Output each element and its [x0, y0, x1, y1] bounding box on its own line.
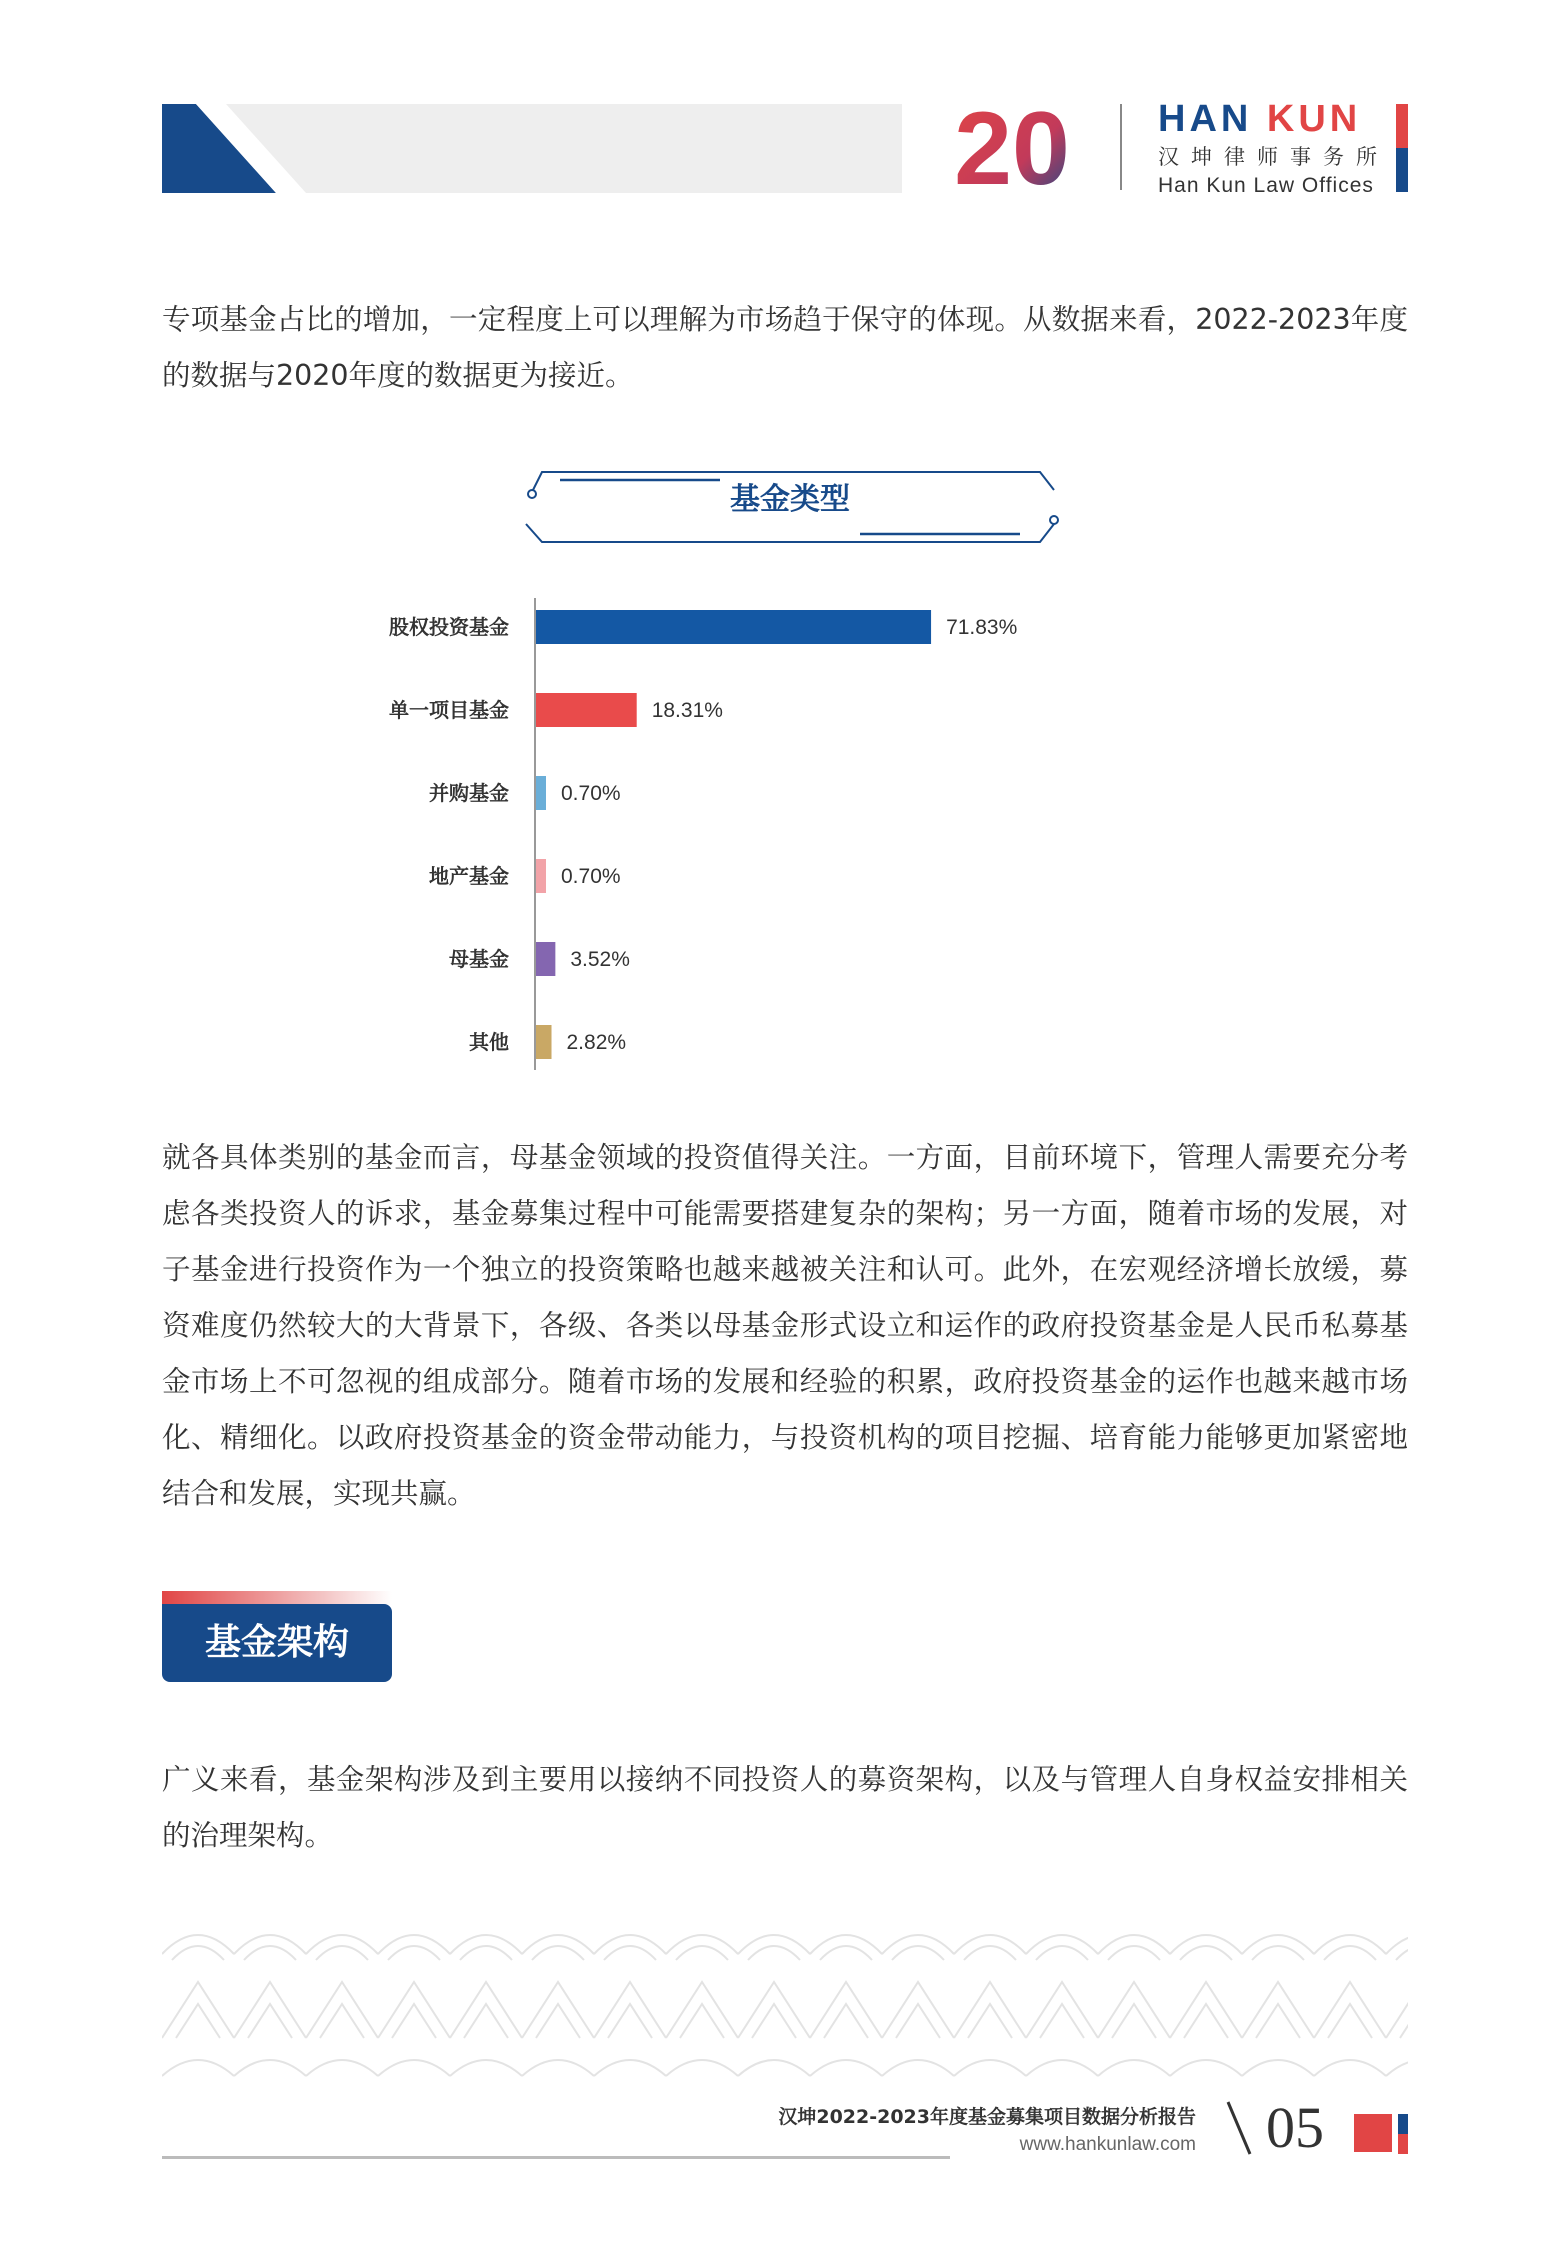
section-heading: 基金架构	[204, 1622, 349, 1663]
data-label: 2.82%	[566, 1031, 627, 1054]
category-label: 母基金	[449, 947, 509, 971]
brand-english-name: Han Kun Law Offices	[1158, 174, 1374, 197]
bar-3	[536, 776, 546, 810]
bar-4	[536, 859, 546, 893]
bar-2	[536, 693, 637, 727]
footer-flag-icon	[1398, 2114, 1408, 2154]
data-label: 18.31%	[651, 699, 723, 722]
header-corner-graphic	[162, 104, 342, 193]
header-divider	[1120, 104, 1122, 190]
body-paragraph: 就各具体类别的基金而言，母基金领域的投资值得关注。一方面，目前环境下，管理人需要充分考虑各类投资人的诉求，基金募集过程中可能需要搭建复杂的架构；另一方面，随着市场的发展，对子基金进行投资作为一个独立的投资策略也越来越被关注和认可。此外，在宏观经济增长放缓，募资难度仍然较大的大背景下，各级、各类以母基金形式设立和运作的政府投资基金是人民币私募基金市场上不可忽视的组成部分。随着市场的发展和经验的积累，政府投资基金的运作也越来越市场化、精细化。以政府投资基金的资金带动能力，与投资机构的项目挖掘、培育能力能够更加紧密地结合和发展，实现共赢。	[162, 1141, 1408, 1510]
brand-wordmark	[1158, 98, 1389, 140]
section-heading-accent	[162, 1591, 392, 1605]
anniversary-number: 20	[954, 98, 1070, 194]
data-label: 3.52%	[570, 948, 630, 971]
anniversary-20-logo	[944, 98, 1080, 194]
data-label: 71.83%	[946, 616, 1018, 639]
section-paragraph: 广义来看，基金架构涉及到主要用以接纳不同投资人的募资架构，以及与管理人自身权益安排相关的治理架构。	[162, 1763, 1408, 1852]
category-label: 股权投资基金	[389, 615, 509, 639]
brand-han: HAN	[1158, 98, 1253, 140]
bar-1	[536, 610, 931, 644]
data-label: 0.70%	[561, 865, 621, 888]
brand-kun: KUN	[1266, 98, 1362, 140]
brand-logo	[1158, 98, 1389, 200]
footer-red-square	[1354, 2114, 1392, 2152]
header-flag-icon	[1396, 104, 1408, 192]
footer-slash-icon	[1222, 2098, 1256, 2158]
brand-chinese-name: 汉坤律师事务所	[1158, 145, 1389, 169]
data-label: 0.70%	[561, 782, 621, 805]
category-label: 单一项目基金	[389, 698, 509, 722]
category-label: 并购基金	[429, 781, 509, 805]
bar-5	[536, 942, 555, 976]
decorative-wave-pattern	[162, 1920, 1408, 2080]
footer-rule	[162, 2156, 950, 2159]
footer-url[interactable]: www.hankunlaw.com	[1019, 2134, 1196, 2155]
category-label: 其他	[469, 1030, 509, 1054]
bar-6	[536, 1025, 552, 1059]
fund-type-bar-chart	[330, 590, 1230, 1070]
page-number: 05	[1266, 2095, 1324, 2160]
chart-title: 基金类型	[730, 482, 850, 517]
footer-report-title: 汉坤2022-2023年度基金募集项目数据分析报告	[778, 2106, 1196, 2128]
category-label: 地产基金	[429, 864, 509, 888]
intro-paragraph: 专项基金占比的增加，一定程度上可以理解为市场趋于保守的体现。从数据来看，2022-2023年度的数据与2020年度的数据更为接近。	[162, 303, 1408, 392]
